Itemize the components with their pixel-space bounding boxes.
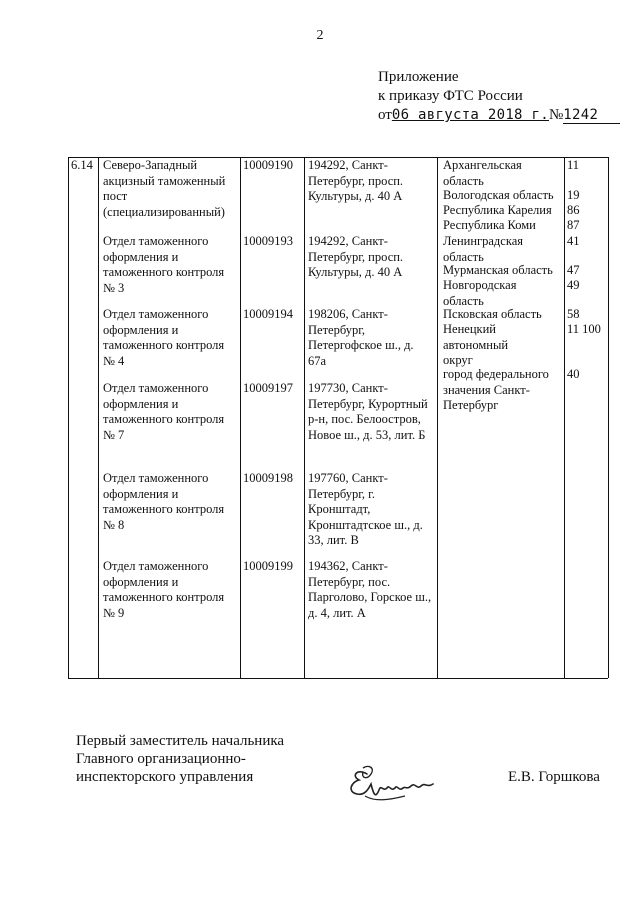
table-col-border: [68, 157, 69, 678]
region-name: Архангельская область: [443, 158, 522, 188]
region-name: Республика Карелия: [443, 203, 552, 217]
entry-name: Отдел таможенного оформления и таможенного контроля № 9: [103, 559, 225, 620]
header-order-date: [378, 106, 620, 125]
region-code: 19: [567, 188, 580, 202]
header-date-value: [392, 107, 549, 123]
entry-address: 198206, Санкт-Петербург, Петергофское ш., д. 67а: [308, 307, 414, 368]
table-col-border: [240, 157, 241, 678]
header-number: 1242: [563, 107, 599, 123]
table-col-border: [564, 157, 565, 678]
header-date: 06 августа 2018 г.: [391, 107, 549, 123]
entry-name: Отдел таможенного оформления и таможенного контроля № 7: [103, 381, 225, 442]
signatory-title-line: Первый заместитель начальника: [76, 733, 285, 749]
region-code: 58: [567, 307, 580, 321]
region-name: Ленинградская область: [443, 234, 524, 264]
region-name: Псковская область: [443, 307, 542, 321]
region-name: Ненецкий автономный округ: [443, 322, 509, 367]
entry-code: 10009198: [243, 471, 293, 485]
signatory-name: Е.В. Горшкова: [508, 769, 600, 785]
signatory-title-line: инспекторского управления: [76, 769, 254, 785]
entry-name: Северо-Западный акцизный таможенный пост (специализированный): [103, 158, 226, 219]
entry-address: 194292, Санкт-Петербург, просп. Культуры, д. 40 А: [308, 234, 404, 279]
region-name: Новгородская область: [443, 278, 517, 308]
region-name: Вологодская область: [443, 188, 554, 202]
region-code: 47: [567, 263, 580, 277]
row-number: 6.14: [71, 158, 93, 172]
header-appendix: Приложение: [378, 69, 459, 85]
region-code: 41: [567, 234, 580, 248]
table-col-border: [304, 157, 305, 678]
signatory-title-line: Главного организационно-: [76, 751, 246, 767]
handwritten-signature: [345, 760, 440, 810]
entry-address: 194362, Санкт-Петербург, пос. Парголово, Горское ш., д. 4, лит. А: [308, 559, 432, 620]
entry-address: 194292, Санкт-Петербург, просп. Культуры, д. 40 А: [308, 158, 404, 203]
header-date-prefix: от: [378, 107, 392, 123]
entry-name: Отдел таможенного оформления и таможенного контроля № 3: [103, 234, 225, 295]
table-col-border: [98, 157, 99, 678]
entry-code: 10009194: [243, 307, 293, 321]
entry-code: 10009197: [243, 381, 293, 395]
region-code: 11: [567, 158, 580, 172]
table-col-border: [437, 157, 438, 678]
header-order-ref: к приказу ФТС России: [378, 88, 523, 104]
region-code: 40: [567, 367, 580, 381]
entry-address: 197760, Санкт-Петербург, г. Кронштадт, Кронштадтское ш., д. 33, лит. В: [308, 471, 423, 547]
region-code: 86: [567, 203, 580, 217]
entry-address: 197730, Санкт-Петербург, Курортный р-н, пос. Белоостров, Новое ш., д. 53, лит. Б: [308, 381, 428, 442]
entry-code: 10009199: [243, 559, 293, 573]
region-name: город федерального значения Санкт-Петербург: [443, 367, 549, 412]
entry-code: 10009193: [243, 234, 293, 248]
entry-code: 10009190: [243, 158, 293, 172]
region-name: Республика Коми: [443, 218, 536, 232]
table-col-border: [608, 157, 609, 678]
table-bottom-border: [68, 678, 608, 679]
region-code: 11 100: [567, 322, 601, 336]
entry-name: Отдел таможенного оформления и таможенного контроля № 4: [103, 307, 225, 368]
entry-name: Отдел таможенного оформления и таможенного контроля № 8: [103, 471, 225, 532]
header-number-line: [563, 107, 620, 124]
page-number: 2: [316, 28, 324, 43]
region-code: 49: [567, 278, 580, 292]
region-code: 87: [567, 218, 580, 232]
region-name: Мурманская область: [443, 263, 553, 277]
header-number-sign: №: [548, 107, 564, 123]
